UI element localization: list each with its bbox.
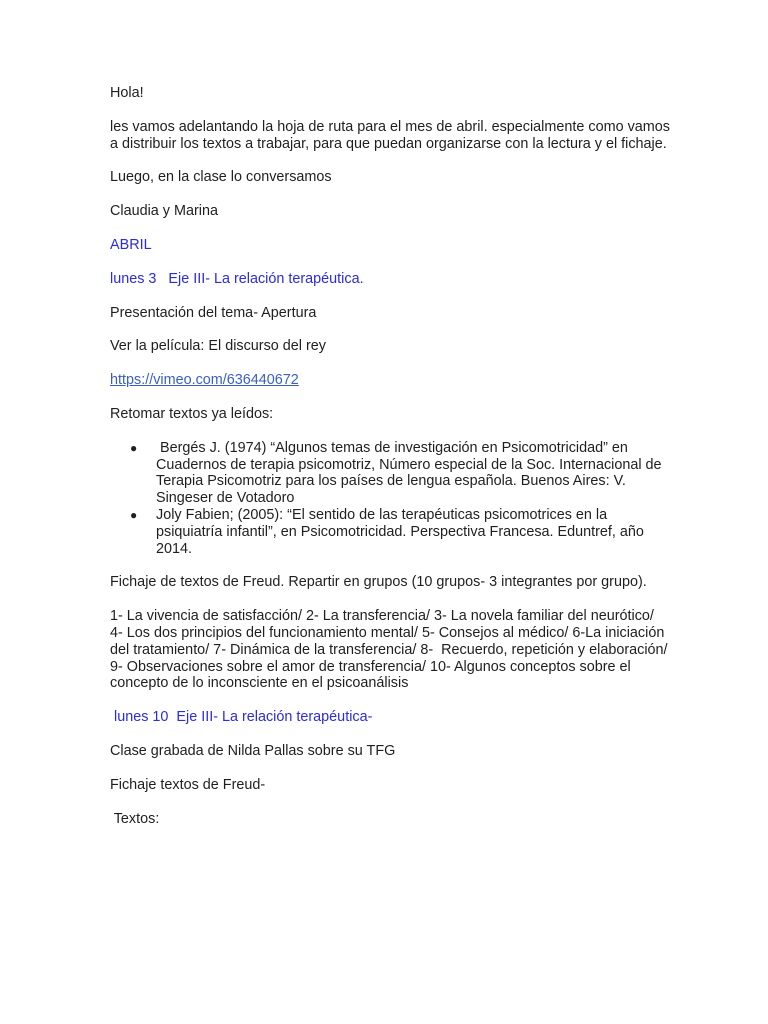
session1-retomar: Retomar textos ya leídos: — [110, 405, 274, 422]
list-item — [110, 440, 670, 507]
session1-link-row — [110, 372, 670, 389]
month-heading: ABRIL — [110, 236, 152, 253]
session1-fichaje: Fichaje de textos de Freud. Repartir en grupos (10 grupos- 3 integrantes por grupo). — [110, 574, 647, 591]
session2-fichaje: Fichaje textos de Freud- — [110, 776, 266, 793]
session1-film: Ver la película: El discurso del rey — [110, 338, 326, 355]
list-item-text: Joly Fabien; (2005): “El sentido de las terapéuticas psicomotrices en la psiquiatría infantil”, en Psicomotricidad. Perspectiva Francesa. Eduntref, año 2014. — [156, 506, 644, 557]
list-item — [110, 507, 670, 557]
greeting: Hola! — [110, 85, 144, 101]
vimeo-link[interactable]: https://vimeo.com/636440672 — [110, 372, 299, 389]
session1-heading: lunes 3 Eje III- La relación terapéutica. — [110, 270, 364, 287]
bullet-icon: ● — [130, 507, 138, 522]
session1-presentation: Presentación del tema- Apertura — [110, 304, 317, 321]
intro-paragraph: les vamos adelantando la hoja de ruta para el mes de abril. especialmente como vamos a distribuir los textos a trabajar, para que puedan organizarse con la lectura y el fichaje. — [110, 118, 670, 152]
signature: Claudia y Marina — [110, 203, 218, 220]
bullet-list — [110, 440, 670, 558]
list-item-text: Bergés J. (1974) “Algunos temas de investigación en Psicomotricidad” en Cuadernos de terapia psicomotriz, Número especial de la Soc. Internacional de Terapia Psicomotriz para los países de lengua española. Buenos Aires: V. Singeser de Votadoro — [156, 439, 666, 507]
session2-textos: Textos: — [110, 810, 160, 827]
session2-heading: lunes 10 Eje III- La relación terapéutica- — [110, 709, 373, 726]
document-page — [110, 85, 670, 844]
session2-clase: Clase grabada de Nilda Pallas sobre su TFG — [110, 742, 396, 759]
luego-paragraph: Luego, en la clase lo conversamos — [110, 169, 332, 186]
session1-texts-list: 1- La vivencia de satisfacción/ 2- La transferencia/ 3- La novela familiar del neurótico/ 4- Los dos principios del funcionamiento mental/ 5- Consejos al médico/ 6-La iniciación del tratamiento/ 7- Dinámica de la transferencia/ 8- Recuerdo, repetición y elaboración/ 9- Observaciones sobre el amor de transferencia/ 10- Algunos conceptos sobre el concepto de lo inconsciente en el psicoanálisis — [110, 608, 672, 692]
bullet-icon: ● — [130, 440, 138, 455]
